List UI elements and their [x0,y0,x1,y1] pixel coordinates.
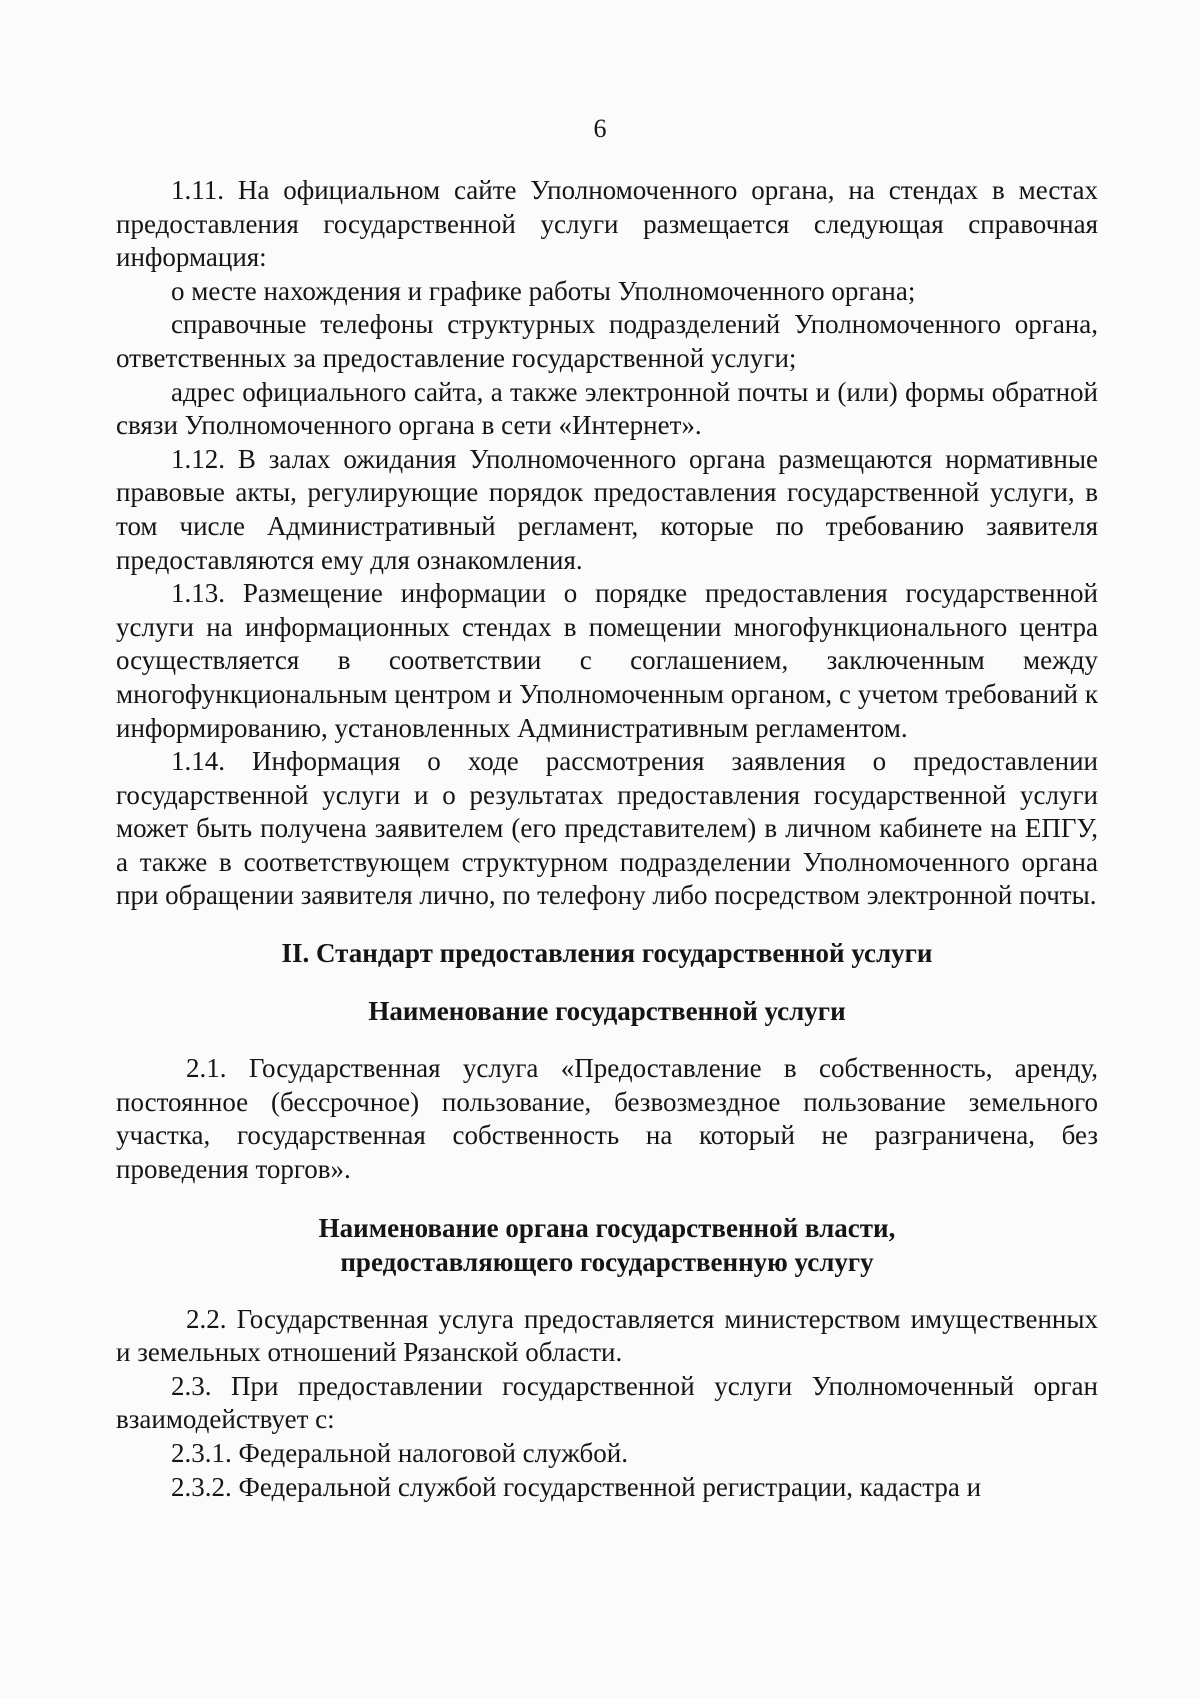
section-2-title: II. Стандарт предоставления государственной услуги [281,938,933,969]
paragraph-1-14: 1.14. Информация о ходе рассмотрения заявления о предоставлении государственной услуги и о результатах предоставления государственной услуги может быть получена заявителем (его представителем) в личном кабинете на ЕПГУ, а также в соответствующем структурном подразделении Уполномоченного органа при обращении заявителя лично, по телефону либо посредством электронной почты. [116,746,1098,911]
page-number: 6 [593,114,607,143]
service-name-heading: Наименование государственной услуги [368,995,846,1026]
paragraph-1-11: 1.11. На официальном сайте Уполномоченного органа, на стендах в местах предоставления государственной услуги размещается следующая справочная информация: [116,175,1098,273]
paragraph-2-1: 2.1. Государственная услуга «Предоставление в собственность, аренду, постоянное (бессрочное) пользование, безвозмездное пользование земельного участка, государственная собственность на который не разграничена, без проведения торгов». [116,1053,1098,1185]
paragraph-1-13: 1.13. Размещение информации о порядке предоставления государственной услуги на информационных стендах в помещении многофункционального центра осуществляется в соответствии с соглашением, заключенным между многофункциональным центром и Уполномоченным органом, с учетом требований к информированию, установленных Административным регламентом. [116,578,1098,743]
paragraph-website: адрес официального сайта, а также электронной почты и (или) формы обратной связи Уполномоченного органа в сети «Интернет». [116,376,1098,441]
paragraph-2-3: 2.3. При предоставлении государственной услуги Уполномоченный орган взаимодействует с: [116,1370,1098,1435]
paragraph-phones: справочные телефоны структурных подразделений Уполномоченного органа, ответственных за предоставление государственной услуги; [116,309,1098,373]
authority-heading [116,1211,1098,1279]
document-body [116,174,1098,1504]
authority-heading-line-1: Наименование органа государственной власти, [318,1212,896,1243]
paragraph-2-3-1: 2.3.1. Федеральной налоговой службой. [171,1438,628,1468]
authority-heading-line-2: предоставляющего государственную услугу [340,1246,874,1277]
paragraph-1-12: 1.12. В залах ожидания Уполномоченного органа размещаются нормативные правовые акты, регулирующие порядок предоставления государственной услуги, в том числе Административный регламент, которые по требованию заявителя предоставляются ему для ознакомления. [116,443,1098,575]
paragraph-2-3-2: 2.3.2. Федеральной службой государственной регистрации, кадастра и [171,1471,982,1502]
paragraph-location-schedule: о месте нахождения и графике работы Уполномоченного органа; [171,275,916,306]
paragraph-2-2: 2.2. Государственная услуга предоставляется министерством имущественных и земельных отношений Рязанской области. [116,1303,1098,1368]
